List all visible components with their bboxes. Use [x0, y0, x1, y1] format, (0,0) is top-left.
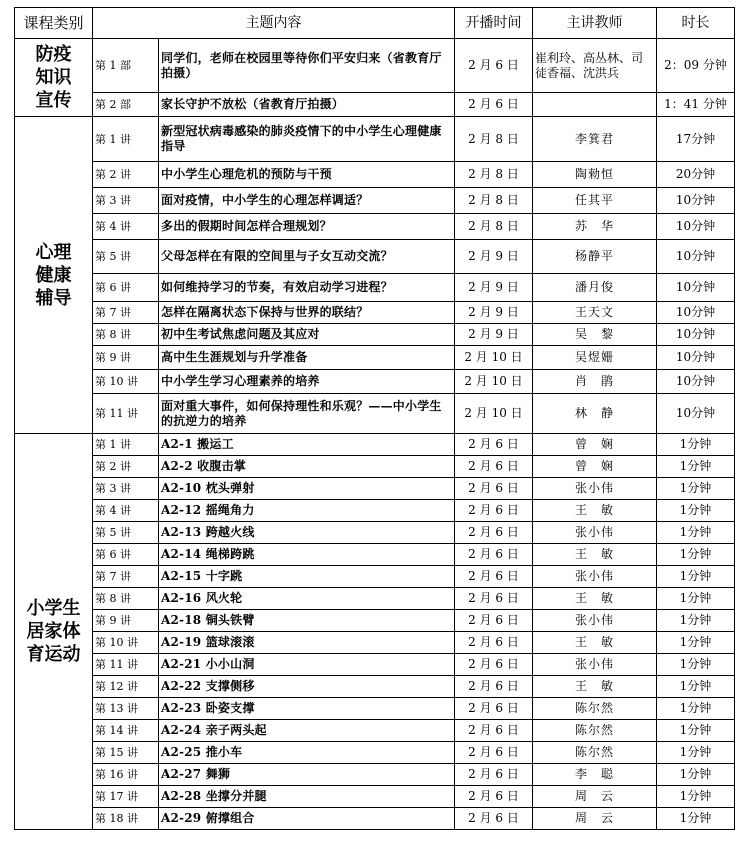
lecture-number: 第 1 讲 [93, 117, 159, 162]
header-topic: 主题内容 [93, 8, 455, 39]
topic-cell: A2-23 卧姿支撑 [159, 698, 455, 720]
duration-cell: 17分钟 [657, 117, 735, 162]
lecture-number: 第 1 部 [93, 39, 159, 93]
topic-cell: A2-15 十字跳 [159, 566, 455, 588]
topic-cell: 初中生考试焦虑问题及其应对 [159, 324, 455, 346]
topic-cell: A2-24 亲子两头起 [159, 720, 455, 742]
duration-cell: 1分钟 [657, 676, 735, 698]
teacher-cell: 张小伟 [533, 522, 657, 544]
table-row [15, 676, 735, 698]
table-row [15, 654, 735, 676]
duration-cell: 1分钟 [657, 566, 735, 588]
date-cell: 2 月 9 日 [455, 240, 533, 274]
date-cell: 2 月 10 日 [455, 370, 533, 394]
topic-cell: 父母怎样在有限的空间里与子女互动交流？ [159, 240, 455, 274]
table-row [15, 544, 735, 566]
teacher-cell: 周 云 [533, 786, 657, 808]
duration-cell: 1分钟 [657, 456, 735, 478]
category-cell [15, 39, 93, 117]
teacher-cell: 周 云 [533, 808, 657, 830]
category-cell [15, 117, 93, 434]
teacher-cell: 王 敏 [533, 544, 657, 566]
teacher-cell: 肖 鹃 [533, 370, 657, 394]
table-row [15, 302, 735, 324]
header-duration: 时长 [657, 8, 735, 39]
teacher-cell: 王 敏 [533, 632, 657, 654]
date-cell: 2 月 6 日 [455, 566, 533, 588]
category-label: 小学生居家体育运动 [26, 598, 81, 665]
table-row [15, 522, 735, 544]
lecture-number: 第 9 讲 [93, 610, 159, 632]
date-cell: 2 月 6 日 [455, 456, 533, 478]
topic-cell: 面对重大事件，如何保持理性和乐观？——中小学生的抗逆力的培养 [159, 394, 455, 434]
category-label: 心理健康辅导 [35, 241, 72, 309]
teacher-cell: 王 敏 [533, 500, 657, 522]
topic-cell: A2-21 小小山洞 [159, 654, 455, 676]
table-row [15, 610, 735, 632]
topic-cell: A2-1 搬运工 [159, 434, 455, 456]
duration-cell: 10分钟 [657, 324, 735, 346]
duration-cell: 2：09 分钟 [657, 39, 735, 93]
teacher-cell: 崔利玲、高丛林、司徒香福、沈洪兵 [533, 39, 657, 93]
lecture-number: 第 2 部 [93, 93, 159, 117]
duration-cell: 10分钟 [657, 274, 735, 302]
table-row [15, 786, 735, 808]
duration-cell: 1分钟 [657, 720, 735, 742]
date-cell: 2 月 6 日 [455, 764, 533, 786]
duration-cell: 10分钟 [657, 302, 735, 324]
topic-cell: 新型冠状病毒感染的肺炎疫情下的中小学生心理健康指导 [159, 117, 455, 162]
topic-cell: 面对疫情，中小学生的心理怎样调适？ [159, 188, 455, 214]
topic-cell: A2-22 支撑侧移 [159, 676, 455, 698]
date-cell: 2 月 6 日 [455, 544, 533, 566]
topic-cell: 高中生生涯规划与升学准备 [159, 346, 455, 370]
teacher-cell: 曾 娴 [533, 434, 657, 456]
duration-cell: 10分钟 [657, 370, 735, 394]
table-row [15, 632, 735, 654]
table-row [15, 742, 735, 764]
date-cell: 2 月 6 日 [455, 434, 533, 456]
date-cell: 2 月 8 日 [455, 188, 533, 214]
lecture-number: 第 3 讲 [93, 188, 159, 214]
header-date: 开播时间 [455, 8, 533, 39]
topic-cell: A2-18 铜头铁臂 [159, 610, 455, 632]
table-row [15, 240, 735, 274]
topic-cell: A2-12 摇绳角力 [159, 500, 455, 522]
duration-cell: 10分钟 [657, 214, 735, 240]
lecture-number: 第 18 讲 [93, 808, 159, 830]
table-row [15, 478, 735, 500]
header-category: 课程类别 [15, 8, 93, 39]
teacher-cell: 陶勑恒 [533, 162, 657, 188]
lecture-number: 第 14 讲 [93, 720, 159, 742]
duration-cell: 10分钟 [657, 346, 735, 370]
lecture-number: 第 2 讲 [93, 456, 159, 478]
schedule-table [14, 7, 735, 830]
duration-cell: 10分钟 [657, 394, 735, 434]
teacher-cell: 吴煜姗 [533, 346, 657, 370]
duration-cell: 1分钟 [657, 522, 735, 544]
schedule-body [15, 39, 735, 830]
teacher-cell: 张小伟 [533, 566, 657, 588]
topic-cell: A2-25 推小车 [159, 742, 455, 764]
teacher-cell: 林 静 [533, 394, 657, 434]
teacher-cell: 陈尔然 [533, 698, 657, 720]
lecture-number: 第 1 讲 [93, 434, 159, 456]
date-cell: 2 月 8 日 [455, 214, 533, 240]
duration-cell: 1分钟 [657, 478, 735, 500]
date-cell: 2 月 6 日 [455, 39, 533, 93]
header-row [15, 8, 735, 39]
duration-cell: 1分钟 [657, 698, 735, 720]
topic-cell: A2-16 风火轮 [159, 588, 455, 610]
duration-cell: 1分钟 [657, 610, 735, 632]
lecture-number: 第 15 讲 [93, 742, 159, 764]
duration-cell: 1分钟 [657, 808, 735, 830]
duration-cell: 1分钟 [657, 654, 735, 676]
lecture-number: 第 8 讲 [93, 588, 159, 610]
topic-cell: 怎样在隔离状态下保持与世界的联结？ [159, 302, 455, 324]
lecture-number: 第 16 讲 [93, 764, 159, 786]
teacher-cell: 苏 华 [533, 214, 657, 240]
topic-cell: 中小学生心理危机的预防与干预 [159, 162, 455, 188]
teacher-cell: 王 敏 [533, 676, 657, 698]
lecture-number: 第 3 讲 [93, 478, 159, 500]
teacher-cell: 吴 黎 [533, 324, 657, 346]
lecture-number: 第 6 讲 [93, 274, 159, 302]
teacher-cell: 李 聪 [533, 764, 657, 786]
category-label: 防疫知识宣传 [35, 44, 72, 111]
date-cell: 2 月 6 日 [455, 742, 533, 764]
table-row [15, 324, 735, 346]
table-row [15, 214, 735, 240]
table-row [15, 39, 735, 93]
lecture-number: 第 7 讲 [93, 566, 159, 588]
date-cell: 2 月 6 日 [455, 522, 533, 544]
topic-cell: A2-29 俯撑组合 [159, 808, 455, 830]
lecture-number: 第 5 讲 [93, 240, 159, 274]
date-cell: 2 月 6 日 [455, 93, 533, 117]
duration-cell: 1分钟 [657, 764, 735, 786]
table-row [15, 566, 735, 588]
duration-cell: 1分钟 [657, 500, 735, 522]
teacher-cell: 李箕君 [533, 117, 657, 162]
duration-cell: 10分钟 [657, 240, 735, 274]
lecture-number: 第 11 讲 [93, 394, 159, 434]
date-cell: 2 月 6 日 [455, 500, 533, 522]
lecture-number: 第 5 讲 [93, 522, 159, 544]
teacher-cell: 任其平 [533, 188, 657, 214]
topic-cell: A2-14 绳梯跨跳 [159, 544, 455, 566]
lecture-number: 第 10 讲 [93, 370, 159, 394]
table-row [15, 434, 735, 456]
lecture-number: 第 9 讲 [93, 346, 159, 370]
table-row [15, 346, 735, 370]
topic-cell: 同学们，老师在校园里等待你们平安归来（省教育厅拍摄） [159, 39, 455, 93]
date-cell: 2 月 8 日 [455, 162, 533, 188]
date-cell: 2 月 6 日 [455, 676, 533, 698]
date-cell: 2 月 10 日 [455, 346, 533, 370]
table-row [15, 274, 735, 302]
date-cell: 2 月 6 日 [455, 720, 533, 742]
teacher-cell: 潘月俊 [533, 274, 657, 302]
duration-cell: 1分钟 [657, 434, 735, 456]
teacher-cell: 王天文 [533, 302, 657, 324]
date-cell: 2 月 9 日 [455, 324, 533, 346]
teacher-cell: 曾 娴 [533, 456, 657, 478]
date-cell: 2 月 6 日 [455, 808, 533, 830]
date-cell: 2 月 8 日 [455, 117, 533, 162]
duration-cell: 1分钟 [657, 632, 735, 654]
date-cell: 2 月 6 日 [455, 632, 533, 654]
duration-cell: 1：41 分钟 [657, 93, 735, 117]
topic-cell: A2-28 坐撑分并腿 [159, 786, 455, 808]
lecture-number: 第 7 讲 [93, 302, 159, 324]
table-row [15, 117, 735, 162]
table-row [15, 588, 735, 610]
duration-cell: 1分钟 [657, 786, 735, 808]
topic-cell: 家长守护不放松（省教育厅拍摄） [159, 93, 455, 117]
date-cell: 2 月 9 日 [455, 302, 533, 324]
lecture-number: 第 4 讲 [93, 214, 159, 240]
duration-cell: 20分钟 [657, 162, 735, 188]
lecture-number: 第 2 讲 [93, 162, 159, 188]
date-cell: 2 月 6 日 [455, 698, 533, 720]
table-row [15, 93, 735, 117]
lecture-number: 第 11 讲 [93, 654, 159, 676]
table-row [15, 500, 735, 522]
table-row [15, 720, 735, 742]
teacher-cell: 陈尔然 [533, 720, 657, 742]
duration-cell: 1分钟 [657, 544, 735, 566]
duration-cell: 1分钟 [657, 588, 735, 610]
teacher-cell: 张小伟 [533, 478, 657, 500]
table-row [15, 698, 735, 720]
lecture-number: 第 6 讲 [93, 544, 159, 566]
table-row [15, 162, 735, 188]
lecture-number: 第 8 讲 [93, 324, 159, 346]
topic-cell: 多出的假期时间怎样合理规划？ [159, 214, 455, 240]
teacher-cell [533, 93, 657, 117]
teacher-cell: 陈尔然 [533, 742, 657, 764]
topic-cell: 如何维持学习的节奏，有效启动学习进程？ [159, 274, 455, 302]
lecture-number: 第 12 讲 [93, 676, 159, 698]
table-row [15, 188, 735, 214]
topic-cell: A2-2 收腹击掌 [159, 456, 455, 478]
topic-cell: A2-19 篮球滚滚 [159, 632, 455, 654]
date-cell: 2 月 6 日 [455, 610, 533, 632]
date-cell: 2 月 6 日 [455, 654, 533, 676]
topic-cell: 中小学生学习心理素养的培养 [159, 370, 455, 394]
duration-cell: 10分钟 [657, 188, 735, 214]
topic-cell: A2-10 枕头弹射 [159, 478, 455, 500]
teacher-cell: 杨静平 [533, 240, 657, 274]
date-cell: 2 月 6 日 [455, 478, 533, 500]
duration-cell: 1分钟 [657, 742, 735, 764]
lecture-number: 第 4 讲 [93, 500, 159, 522]
table-row [15, 370, 735, 394]
date-cell: 2 月 10 日 [455, 394, 533, 434]
table-row [15, 394, 735, 434]
header-teacher: 主讲教师 [533, 8, 657, 39]
lecture-number: 第 17 讲 [93, 786, 159, 808]
teacher-cell: 王 敏 [533, 588, 657, 610]
topic-cell: A2-13 跨越火线 [159, 522, 455, 544]
topic-cell: A2-27 舞狮 [159, 764, 455, 786]
date-cell: 2 月 6 日 [455, 588, 533, 610]
table-row [15, 808, 735, 830]
lecture-number: 第 10 讲 [93, 632, 159, 654]
date-cell: 2 月 6 日 [455, 786, 533, 808]
teacher-cell: 张小伟 [533, 610, 657, 632]
date-cell: 2 月 9 日 [455, 274, 533, 302]
category-cell [15, 434, 93, 830]
table-row [15, 456, 735, 478]
table-row [15, 764, 735, 786]
teacher-cell: 张小伟 [533, 654, 657, 676]
lecture-number: 第 13 讲 [93, 698, 159, 720]
